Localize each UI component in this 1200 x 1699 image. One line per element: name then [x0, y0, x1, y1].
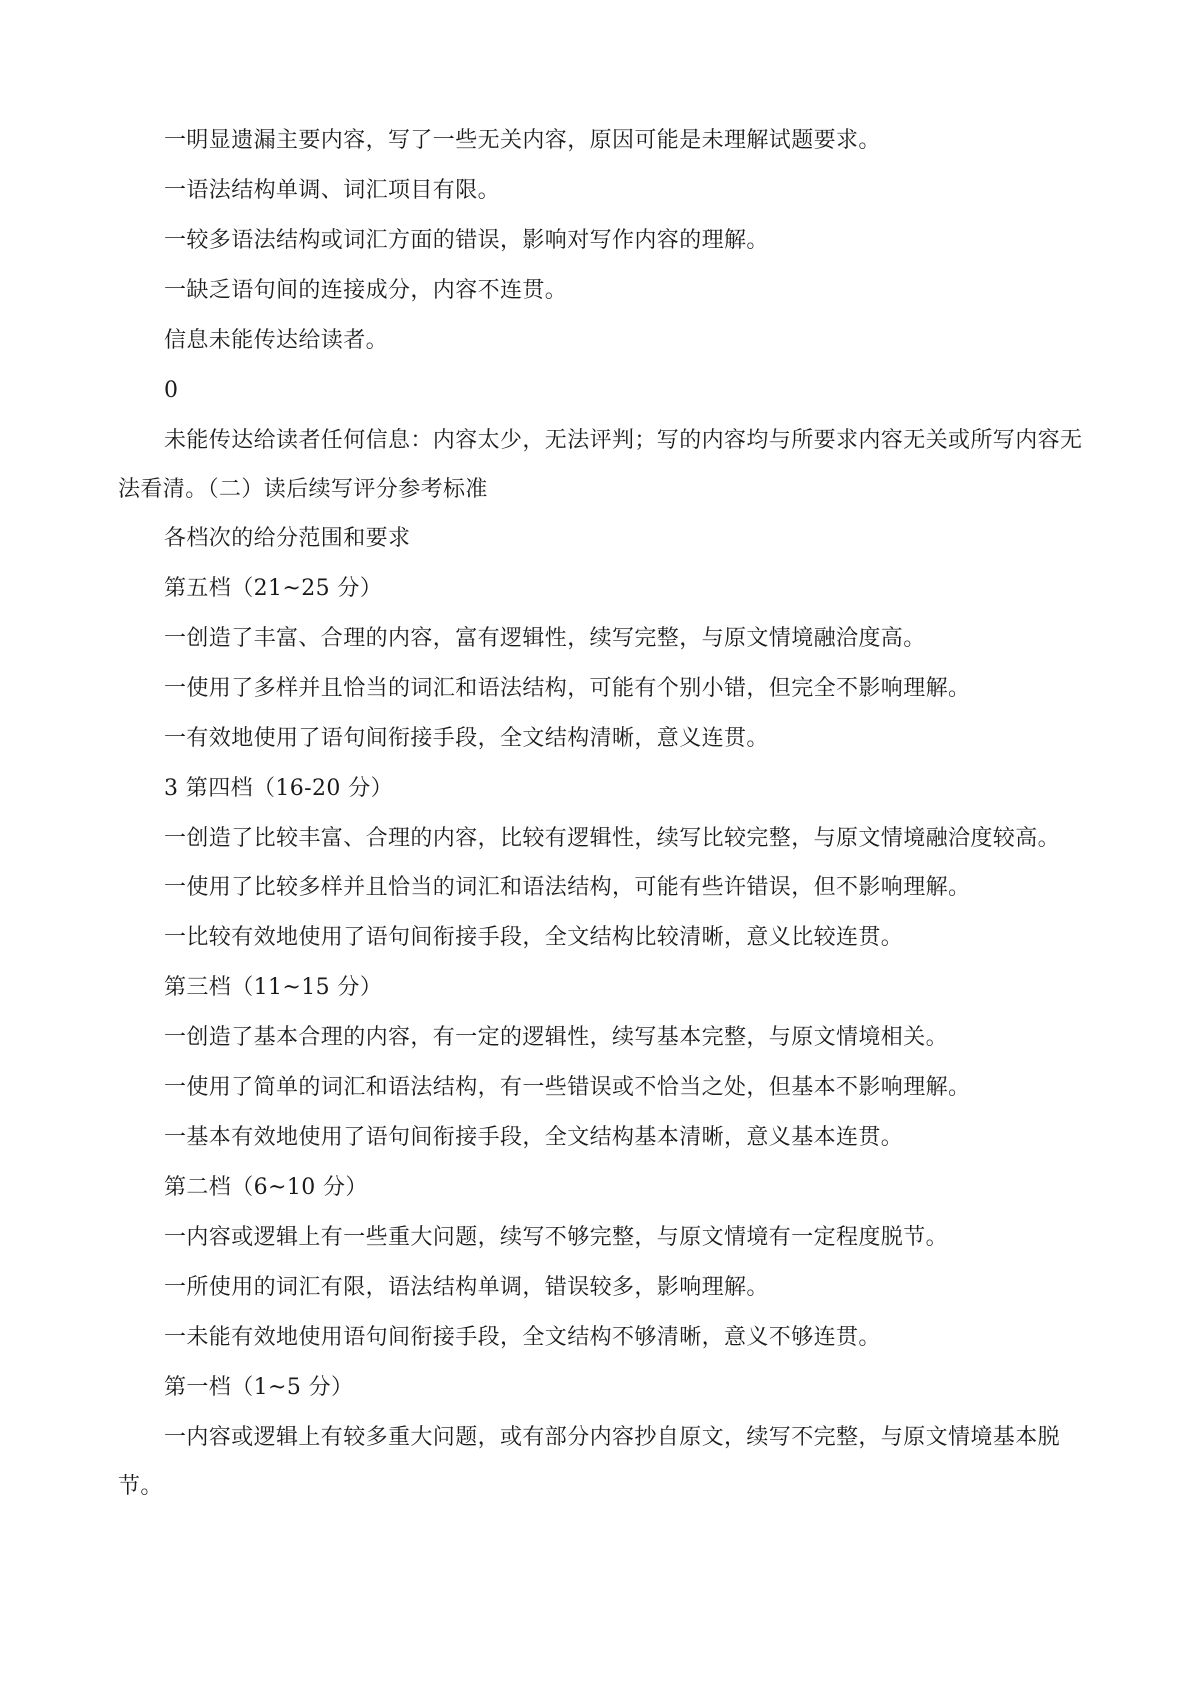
- paragraph: 各档次的给分范围和要求: [164, 526, 411, 551]
- section-heading: 第五档（21~25 分）: [164, 576, 383, 601]
- section-heading: 第三档（11~15 分）: [164, 975, 383, 1000]
- paragraph: 一使用了比较多样并且恰当的词汇和语法结构，可能有些许错误，但不影响理解。: [164, 875, 971, 900]
- section-heading: 第一档（1~5 分）: [164, 1375, 354, 1400]
- paragraph: 一内容或逻辑上有一些重大问题，续写不够完整，与原文情境有一定程度脱节。: [164, 1225, 949, 1250]
- paragraph: 一创造了丰富、合理的内容，富有逻辑性，续写完整，与原文情境融洽度高。: [164, 626, 926, 651]
- paragraph: 0: [164, 378, 179, 403]
- paragraph: 一基本有效地使用了语句间衔接手段，全文结构基本清晰，意义基本连贯。: [164, 1125, 904, 1150]
- paragraph: 一使用了简单的词汇和语法结构，有一些错误或不恰当之处，但基本不影响理解。: [164, 1075, 971, 1100]
- paragraph: 未能传达给读者任何信息：内容太少，无法评判；写的内容均与所要求内容无关或所写内容无法看清。（二）读后续写评分参考标准: [118, 428, 1083, 502]
- paragraph: 一缺乏语句间的连接成分，内容不连贯。: [164, 278, 568, 303]
- paragraph: 一有效地使用了语句间衔接手段，全文结构清晰，意义连贯。: [164, 726, 769, 751]
- paragraph: 一明显遗漏主要内容，写了一些无关内容，原因可能是未理解试题要求。: [164, 128, 881, 153]
- paragraph: 一创造了基本合理的内容，有一定的逻辑性，续写基本完整，与原文情境相关。: [164, 1025, 949, 1050]
- paragraph: 一比较有效地使用了语句间衔接手段，全文结构比较清晰，意义比较连贯。: [164, 925, 904, 950]
- paragraph: 一语法结构单调、词汇项目有限。: [164, 178, 501, 203]
- section-heading: 第二档（6~10 分）: [164, 1175, 368, 1200]
- paragraph: 一未能有效地使用语句间衔接手段，全文结构不够清晰，意义不够连贯。: [164, 1325, 881, 1350]
- paragraph: 一创造了比较丰富、合理的内容，比较有逻辑性，续写比较完整，与原文情境融洽度较高。: [164, 826, 1061, 851]
- paragraph: 信息未能传达给读者。: [164, 328, 389, 353]
- document-body: [118, 116, 1090, 1511]
- section-heading: 3 第四档（16-20 分）: [164, 776, 394, 801]
- paragraph: 一使用了多样并且恰当的词汇和语法结构，可能有个别小错，但完全不影响理解。: [164, 676, 971, 701]
- paragraph: 一较多语法结构或词汇方面的错误，影响对写作内容的理解。: [164, 228, 769, 253]
- paragraph: 一内容或逻辑上有较多重大问题，或有部分内容抄自原文，续写不完整，与原文情境基本脱节。: [118, 1425, 1061, 1499]
- paragraph: 一所使用的词汇有限，语法结构单调，错误较多，影响理解。: [164, 1275, 769, 1300]
